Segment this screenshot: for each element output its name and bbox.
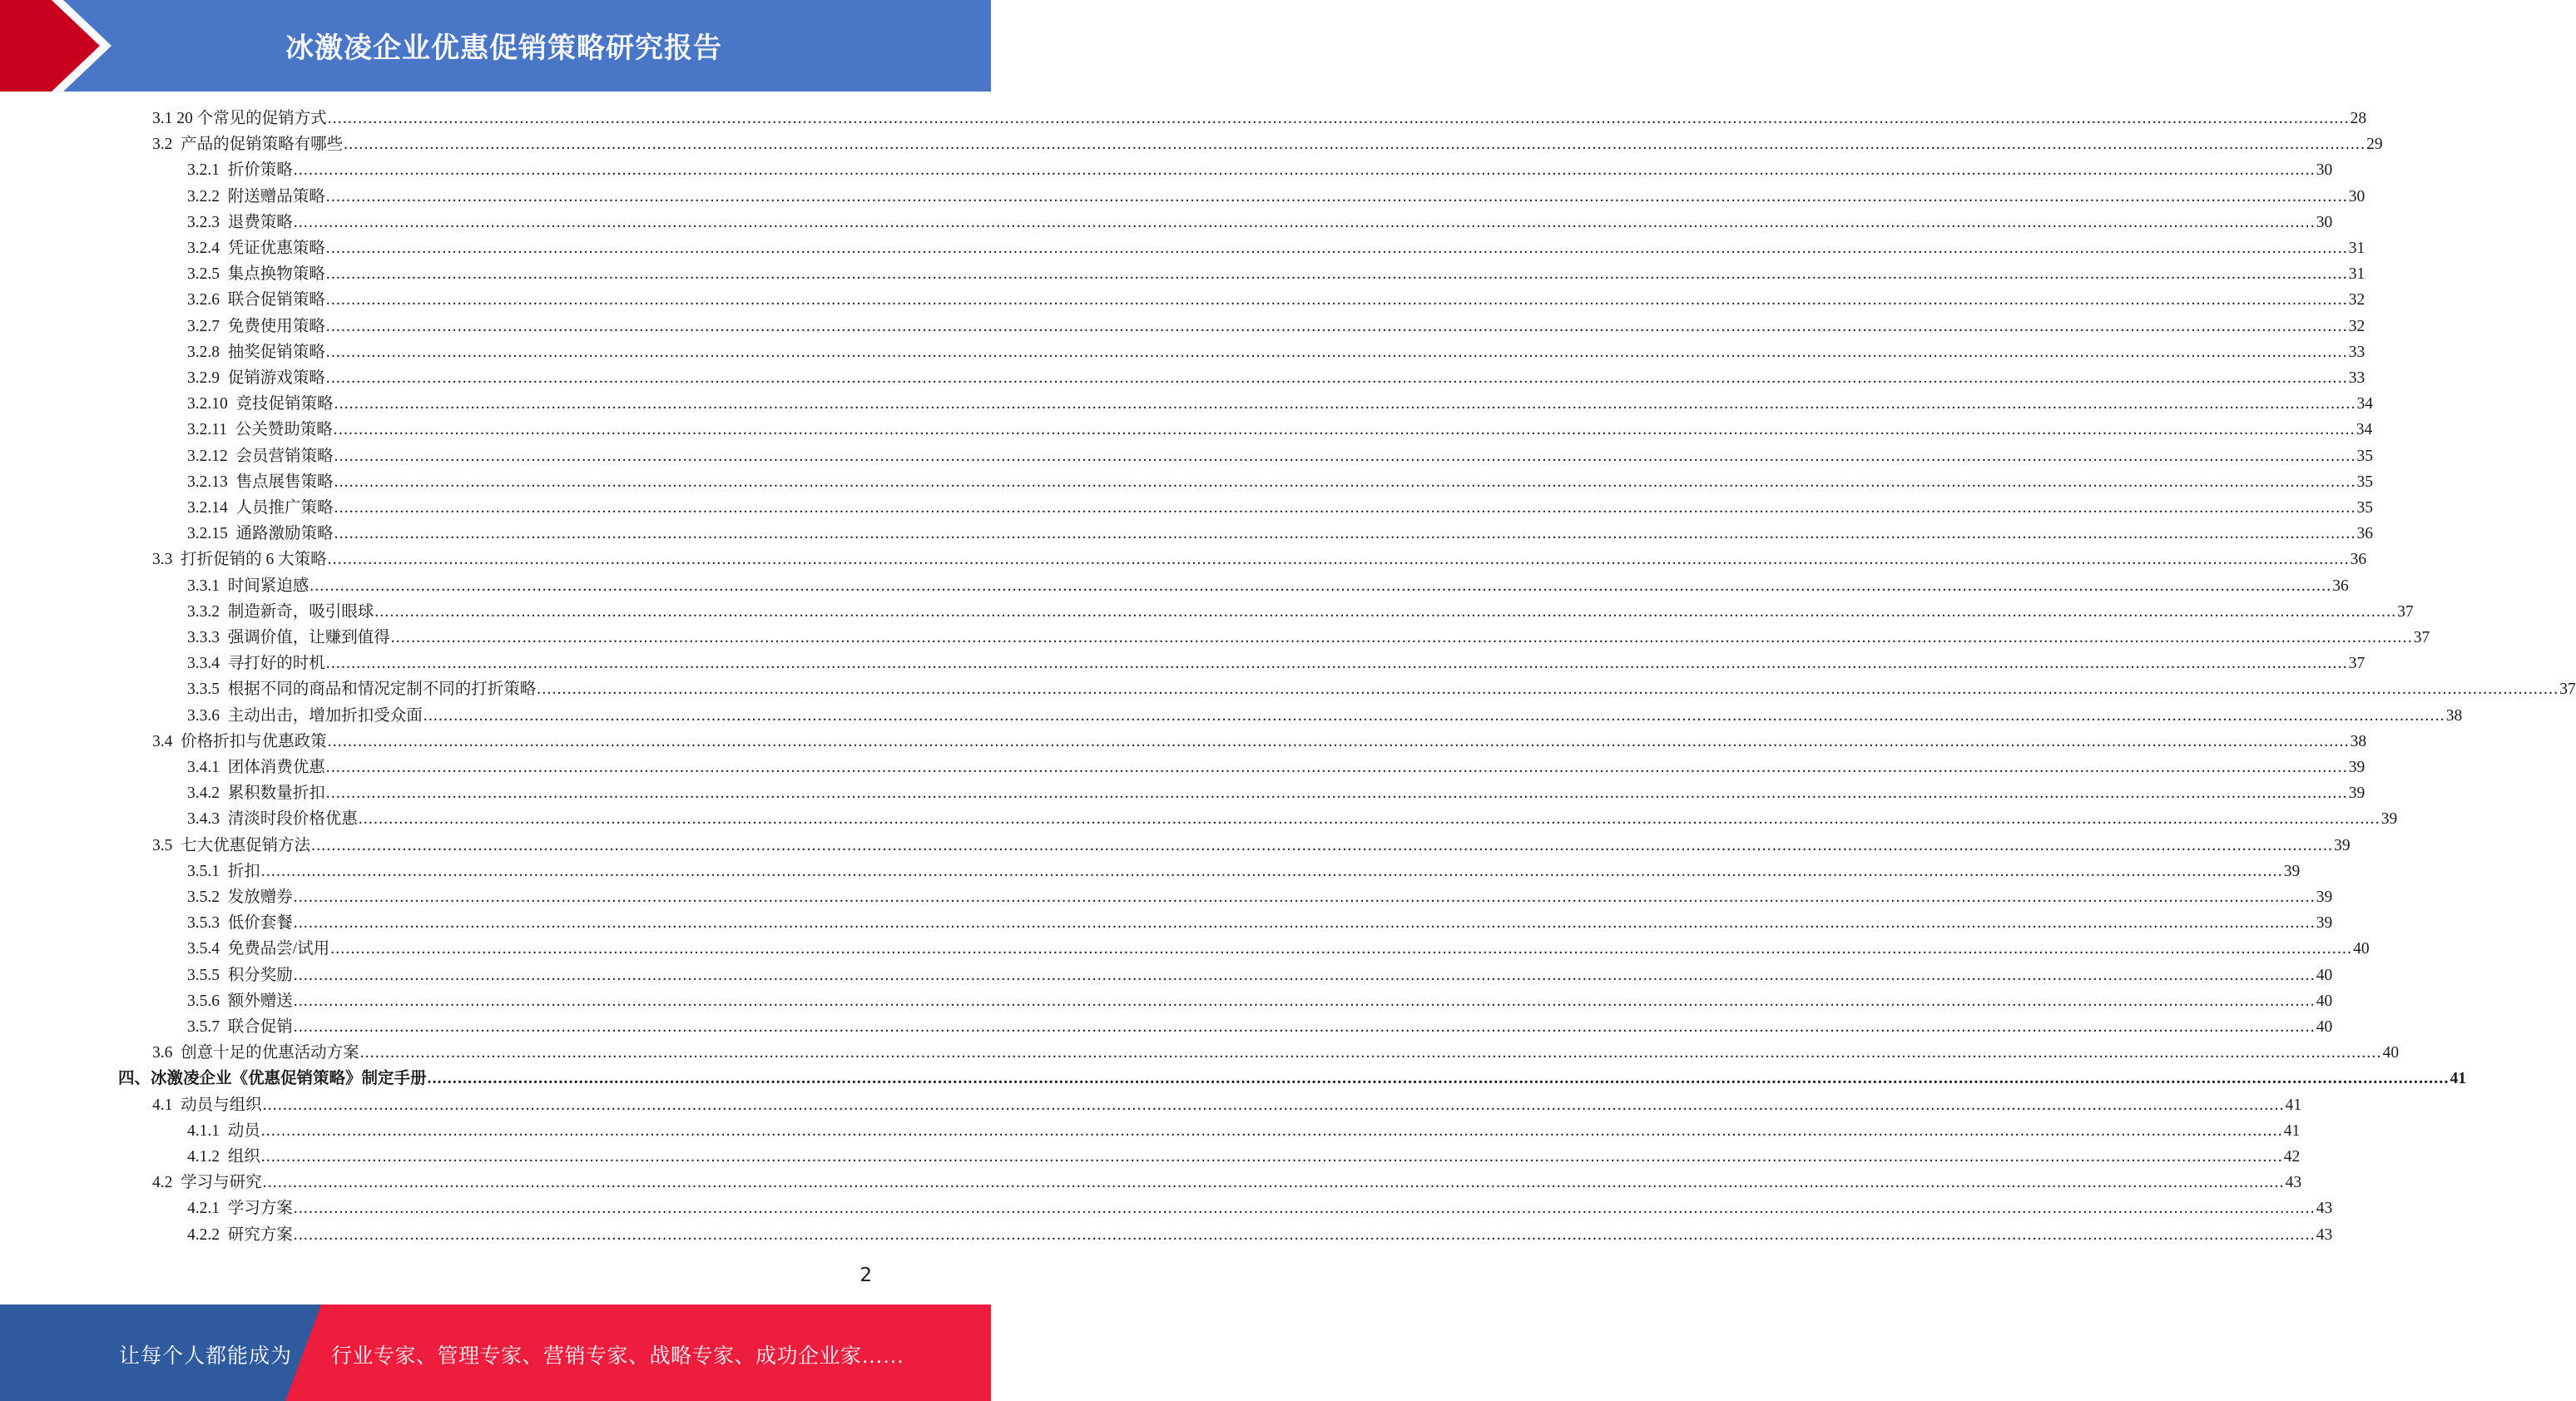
toc-entry-title: 折价策略 xyxy=(227,161,293,180)
toc-entry-page: 29 xyxy=(2366,136,2383,154)
toc-entry[interactable] xyxy=(187,443,2374,469)
toc-dot-leader: ................................................................................................................................................................................................................................................................................................................................................................................................................ xyxy=(327,110,2350,127)
toc-dot-leader: ................................................................................................................................................................................................................................................................................................................................................................................................................ xyxy=(325,240,2348,257)
toc-entry[interactable] xyxy=(187,314,2365,339)
toc-entry-number: 3.2.3 xyxy=(187,213,228,231)
toc-entry-number: 3.5.2 xyxy=(187,889,228,906)
toc-entry-title: 积分奖励 xyxy=(227,966,293,984)
toc-entry-title: 寻打好的时机 xyxy=(227,655,325,673)
toc-entry-number: 3.5.6 xyxy=(187,992,228,1010)
toc-entry[interactable] xyxy=(187,910,2333,936)
toc-entry-title: 强调价值，让赚到值得 xyxy=(227,629,390,646)
toc-entry-title: 免费品尝/试用 xyxy=(227,940,330,958)
toc-entry-title: 发放赠券 xyxy=(227,889,293,906)
document-title: 冰激凌企业优惠促销策略研究报告 xyxy=(285,32,722,65)
toc-entry-title: 创意十足的优惠活动方案 xyxy=(181,1044,359,1062)
toc-entry-title: 组织 xyxy=(227,1148,260,1166)
toc-entry[interactable] xyxy=(187,365,2365,391)
toc-entry-number: 3.2.5 xyxy=(187,265,228,284)
toc-entry[interactable] xyxy=(187,1014,2333,1040)
toc-entry-number: 3.2.14 xyxy=(187,499,236,517)
toc-entry-title: 联合促销 xyxy=(227,1018,293,1036)
toc-entry[interactable] xyxy=(187,625,2430,651)
toc-dot-leader: ................................................................................................................................................................................................................................................................................................................................................................................................................ xyxy=(311,836,2334,854)
toc-entry-number: 3.3 xyxy=(152,551,181,569)
toc-entry-number: 4.1 xyxy=(152,1096,181,1114)
toc-entry-page: 37 xyxy=(2559,681,2576,699)
toc-entry[interactable] xyxy=(187,755,2365,780)
toc-entry-title: 联合促销策略 xyxy=(227,291,325,309)
toc-entry[interactable] xyxy=(152,1092,2302,1118)
toc-entry-title: 凭证优惠策略 xyxy=(227,240,325,257)
toc-dot-leader: ................................................................................................................................................................................................................................................................................................................................................................................................................ xyxy=(325,291,2348,309)
toc-entry-page: 39 xyxy=(2380,810,2398,829)
toc-entry[interactable] xyxy=(187,884,2333,910)
toc-entry-number: 3.2.13 xyxy=(187,473,236,491)
toc-entry-title: 七大优惠促销方法 xyxy=(181,836,311,854)
toc-entry[interactable] xyxy=(187,495,2374,521)
toc-entry-page: 40 xyxy=(2316,992,2333,1010)
toc-dot-leader: ................................................................................................................................................................................................................................................................................................................................................................................................................ xyxy=(293,1200,2316,1218)
toc-entry-number: 4.2.1 xyxy=(187,1200,228,1218)
toc-entry[interactable] xyxy=(187,573,2349,599)
toc-entry[interactable] xyxy=(187,780,2365,806)
toc-entry[interactable] xyxy=(152,106,2367,131)
toc-dot-leader: ................................................................................................................................................................................................................................................................................................................................................................................................................ xyxy=(260,1121,2283,1140)
toc-entry-page: 41 xyxy=(2285,1096,2302,1114)
toc-entry-page: 39 xyxy=(2283,862,2301,880)
toc-dot-leader: ................................................................................................................................................................................................................................................................................................................................................................................................................ xyxy=(334,447,2356,465)
toc-entry-page: 41 xyxy=(2450,1070,2467,1088)
toc-entry-page: 33 xyxy=(2348,369,2365,387)
toc-entry-number: 3.2.4 xyxy=(187,240,228,257)
toc-entry-page: 35 xyxy=(2356,499,2374,517)
toc-entry[interactable] xyxy=(187,988,2333,1014)
toc-entry-page: 40 xyxy=(2316,1018,2333,1036)
toc-entry[interactable] xyxy=(187,261,2365,287)
toc-entry-page: 43 xyxy=(2316,1225,2333,1244)
toc-entry-page: 30 xyxy=(2348,187,2365,205)
toc-entry-page: 36 xyxy=(2350,551,2367,569)
toc-entry[interactable] xyxy=(152,547,2367,572)
toc-entry-title: 通路激励策略 xyxy=(235,525,334,543)
toc-entry-number: 3.5.3 xyxy=(187,914,228,933)
toc-entry[interactable] xyxy=(187,1222,2333,1248)
toc-entry-page: 35 xyxy=(2356,447,2374,465)
toc-entry-number: 3.5.1 xyxy=(187,862,228,880)
toc-entry[interactable] xyxy=(187,963,2333,988)
toc-dot-leader: ................................................................................................................................................................................................................................................................................................................................................................................................................ xyxy=(334,525,2356,543)
toc-entry-number: 3.5.4 xyxy=(187,940,228,958)
toc-entry-number: 3.2.2 xyxy=(187,187,228,205)
toc-entry[interactable] xyxy=(187,391,2374,417)
toc-entry-page: 40 xyxy=(2353,940,2370,958)
toc-entry-title: 促销游戏策略 xyxy=(227,369,325,387)
toc-dot-leader: ................................................................................................................................................................................................................................................................................................................................................................................................................ xyxy=(537,681,2559,699)
toc-dot-leader: ................................................................................................................................................................................................................................................................................................................................................................................................................ xyxy=(325,369,2348,387)
toc-entry-page: 43 xyxy=(2285,1174,2302,1192)
toc-dot-leader: ................................................................................................................................................................................................................................................................................................................................................................................................................ xyxy=(325,785,2348,803)
toc-entry-number: 3.3.2 xyxy=(187,602,228,621)
toc-entry-number: 4.2 xyxy=(152,1174,181,1192)
toc-entry-title: 团体消费优惠 xyxy=(227,759,325,776)
toc-entry[interactable] xyxy=(152,131,2383,157)
toc-entry-number: 3.3.4 xyxy=(187,655,228,673)
toc-dot-leader: ................................................................................................................................................................................................................................................................................................................................................................................................................ xyxy=(293,1018,2316,1036)
toc-entry-number: 3.3.1 xyxy=(187,577,228,595)
toc-entry-page: 39 xyxy=(2316,889,2333,906)
toc-entry-number: 3.4.2 xyxy=(187,785,228,803)
toc-dot-leader: ................................................................................................................................................................................................................................................................................................................................................................................................................ xyxy=(293,992,2316,1010)
toc-entry-page: 39 xyxy=(2348,759,2365,776)
toc-entry-number: 3.2.15 xyxy=(187,525,236,543)
toc-entry[interactable] xyxy=(187,157,2333,183)
toc-dot-leader: ................................................................................................................................................................................................................................................................................................................................................................................................................ xyxy=(330,940,2353,958)
toc-entry-number: 3.2.1 xyxy=(187,161,228,180)
toc-entry-page: 43 xyxy=(2316,1200,2333,1218)
toc-entry-title: 售点展售策略 xyxy=(235,473,334,491)
toc-entry[interactable] xyxy=(187,1118,2301,1144)
toc-entry-number: 3.3.3 xyxy=(187,629,228,646)
toc-entry-page: 37 xyxy=(2397,602,2414,621)
toc-entry-page: 34 xyxy=(2356,421,2373,439)
toc-entry[interactable] xyxy=(152,1040,2400,1066)
toc-entry-title: 清淡时段价格优惠 xyxy=(227,810,358,829)
toc-entry-title: 研究方案 xyxy=(227,1225,293,1244)
page-number: 2 xyxy=(859,1265,872,1286)
toc-entry[interactable] xyxy=(187,184,2365,210)
toc-entry-number: 3.2.9 xyxy=(187,369,228,387)
page-footer xyxy=(0,1304,991,1401)
toc-entry[interactable] xyxy=(187,651,2365,676)
toc-entry[interactable] xyxy=(187,1144,2301,1170)
toc-entry-title: 人员推广策略 xyxy=(235,499,334,517)
toc-entry[interactable] xyxy=(187,287,2365,313)
toc-entry-number: 3.3.5 xyxy=(187,681,228,699)
toc-entry-title: 公关赞助策略 xyxy=(235,421,333,439)
toc-entry-number: 3.2.8 xyxy=(187,343,228,361)
toc-entry-title: 根据不同的商品和情况定制不同的打折策略 xyxy=(227,681,537,699)
footer-slogan-right: 行业专家、管理专家、营销专家、战略专家、成功企业家…… xyxy=(331,1345,904,1368)
toc-entry-page: 42 xyxy=(2283,1148,2301,1166)
toc-entry-title: 制造新奇，吸引眼球 xyxy=(227,602,374,621)
toc-entry-title: 额外赠送 xyxy=(227,992,293,1010)
toc-entry-title: 低价套餐 xyxy=(227,914,293,933)
toc-entry-title: 动员 xyxy=(227,1121,260,1140)
toc-dot-leader: ................................................................................................................................................................................................................................................................................................................................................................................................................ xyxy=(260,1148,2283,1166)
toc-entry[interactable] xyxy=(187,936,2370,962)
toc-entry-title: 个常见的促销方式 xyxy=(196,110,327,127)
footer-slogan-left: 让每个人都能成为 xyxy=(119,1345,293,1368)
toc-entry-number: 3.1 20 xyxy=(152,110,197,127)
toc-entry-title: 竞技促销策略 xyxy=(235,395,334,413)
toc-entry-title: 集点换物策略 xyxy=(227,265,325,284)
toc-dot-leader: ................................................................................................................................................................................................................................................................................................................................................................................................................ xyxy=(325,759,2348,776)
toc-dot-leader: ................................................................................................................................................................................................................................................................................................................................................................................................................ xyxy=(293,966,2316,984)
toc-dot-leader: ................................................................................................................................................................................................................................................................................................................................................................................................................ xyxy=(327,551,2350,569)
toc-dot-leader: ................................................................................................................................................................................................................................................................................................................................................................................................................ xyxy=(293,213,2316,231)
toc-entry-title: 主动出击，增加折扣受众面 xyxy=(227,706,423,725)
toc-dot-leader: ................................................................................................................................................................................................................................................................................................................................................................................................................ xyxy=(325,343,2348,361)
toc-entry[interactable] xyxy=(187,235,2365,261)
toc-entry-title: 免费使用策略 xyxy=(227,317,325,335)
toc-entry-title: 价格折扣与优惠政策 xyxy=(181,732,327,750)
toc-entry-title: 动员与组织 xyxy=(181,1096,262,1114)
toc-entry-title: 学习与研究 xyxy=(181,1174,262,1192)
toc-entry-page: 30 xyxy=(2316,213,2333,231)
toc-dot-leader: ................................................................................................................................................................................................................................................................................................................................................................................................................ xyxy=(325,187,2348,205)
toc-dot-leader: ................................................................................................................................................................................................................................................................................................................................................................................................................ xyxy=(427,1070,2450,1088)
toc-entry[interactable] xyxy=(187,339,2365,365)
toc-entry-number: 3.5.5 xyxy=(187,966,228,984)
toc-entry-page: 40 xyxy=(2382,1044,2400,1062)
toc-entry-page: 36 xyxy=(2356,525,2374,543)
toc-entry-number: 4.1.2 xyxy=(187,1148,228,1166)
toc-dot-leader: ................................................................................................................................................................................................................................................................................................................................................................................................................ xyxy=(325,655,2348,673)
toc-dot-leader: ................................................................................................................................................................................................................................................................................................................................................................................................................ xyxy=(310,577,2332,595)
toc-entry-number: 3.5.7 xyxy=(187,1018,228,1036)
toc-entry-number: 4.2.2 xyxy=(187,1225,228,1244)
toc-entry[interactable] xyxy=(152,729,2367,755)
toc-entry[interactable] xyxy=(187,859,2301,884)
toc-entry-page: 35 xyxy=(2356,473,2374,491)
toc-entry-page: 31 xyxy=(2348,265,2365,284)
toc-entry-page: 30 xyxy=(2316,161,2333,180)
toc-entry-number: 3.4.1 xyxy=(187,759,228,776)
toc-entry[interactable] xyxy=(187,806,2398,832)
toc-entry-page: 37 xyxy=(2413,629,2430,646)
toc-entry-number: 3.2.7 xyxy=(187,317,228,335)
toc-dot-leader: ................................................................................................................................................................................................................................................................................................................................................................................................................ xyxy=(334,395,2356,413)
toc-entry-title: 附送赠品策略 xyxy=(227,187,325,205)
toc-entry-page: 32 xyxy=(2348,291,2365,309)
toc-entry[interactable] xyxy=(187,703,2463,729)
toc-entry-title: 时间紧迫感 xyxy=(227,577,310,595)
toc-entry[interactable] xyxy=(187,521,2374,547)
toc-entry-page: 32 xyxy=(2348,317,2365,335)
toc-entry-number: 3.3.6 xyxy=(187,706,228,725)
toc-entry-page: 36 xyxy=(2332,577,2349,595)
page-header xyxy=(0,0,991,92)
toc-entry-page: 38 xyxy=(2350,732,2367,750)
toc-entry-number: 4.1.1 xyxy=(187,1121,228,1140)
toc-entry[interactable] xyxy=(187,676,2576,702)
toc-entry[interactable] xyxy=(152,1170,2302,1196)
toc-dot-leader: ................................................................................................................................................................................................................................................................................................................................................................................................................ xyxy=(358,810,2380,829)
toc-entry-page: 33 xyxy=(2348,343,2365,361)
toc-entry-page: 34 xyxy=(2356,395,2374,413)
toc-entry-title: 抽奖促销策略 xyxy=(227,343,325,361)
toc-entry-number: 3.2.11 xyxy=(187,421,235,439)
toc-dot-leader: ................................................................................................................................................................................................................................................................................................................................................................................................................ xyxy=(262,1174,2285,1192)
toc-dot-leader: ................................................................................................................................................................................................................................................................................................................................................................................................................ xyxy=(344,136,2366,154)
toc-entry-number: 3.4 xyxy=(152,732,181,750)
toc-entry[interactable] xyxy=(187,417,2373,443)
toc-dot-leader: ................................................................................................................................................................................................................................................................................................................................................................................................................ xyxy=(325,265,2348,284)
toc-entry-title: 会员营销策略 xyxy=(235,447,334,465)
toc-dot-leader: ................................................................................................................................................................................................................................................................................................................................................................................................................ xyxy=(327,732,2350,750)
toc-entry[interactable] xyxy=(187,599,2414,625)
toc-entry-page: 39 xyxy=(2334,836,2351,854)
toc-dot-leader: ................................................................................................................................................................................................................................................................................................................................................................................................................ xyxy=(293,1225,2316,1244)
toc-entry[interactable] xyxy=(187,469,2374,495)
toc-dot-leader: ................................................................................................................................................................................................................................................................................................................................................................................................................ xyxy=(293,161,2316,180)
toc-entry-page: 31 xyxy=(2348,240,2365,257)
toc-dot-leader: ................................................................................................................................................................................................................................................................................................................................................................................................................ xyxy=(293,914,2316,933)
toc-dot-leader: ................................................................................................................................................................................................................................................................................................................................................................................................................ xyxy=(325,317,2348,335)
toc-entry-page: 39 xyxy=(2348,785,2365,803)
toc-dot-leader: ................................................................................................................................................................................................................................................................................................................................................................................................................ xyxy=(359,1044,2382,1062)
toc-entry-title: 退费策略 xyxy=(227,213,293,231)
toc-entry[interactable] xyxy=(152,833,2351,859)
toc-entry-number: 3.2 xyxy=(152,136,181,154)
toc-entry-title: 累积数量折扣 xyxy=(227,785,325,803)
toc-dot-leader: ................................................................................................................................................................................................................................................................................................................................................................................................................ xyxy=(390,629,2413,646)
toc-entry[interactable] xyxy=(187,210,2333,235)
toc-entry-page: 37 xyxy=(2348,655,2365,673)
toc-entry-title: 折扣 xyxy=(227,862,260,880)
toc-entry-page: 38 xyxy=(2445,706,2463,725)
toc-entry[interactable] xyxy=(187,1196,2333,1221)
toc-entry-number: 3.2.12 xyxy=(187,447,236,465)
toc-entry-page: 39 xyxy=(2316,914,2333,933)
toc-entry-page: 41 xyxy=(2283,1121,2301,1140)
toc-entry-number: 3.5 xyxy=(152,836,181,854)
toc-dot-leader: ................................................................................................................................................................................................................................................................................................................................................................................................................ xyxy=(423,706,2445,725)
toc-entry-title: 打折促销的 6 大策略 xyxy=(181,551,327,569)
toc-dot-leader: ................................................................................................................................................................................................................................................................................................................................................................................................................ xyxy=(293,889,2316,906)
toc-dot-leader: ................................................................................................................................................................................................................................................................................................................................................................................................................ xyxy=(260,862,2283,880)
toc-dot-leader: ................................................................................................................................................................................................................................................................................................................................................................................................................ xyxy=(334,473,2356,491)
toc-entry-page: 40 xyxy=(2316,966,2333,984)
toc-entry-number: 3.2.10 xyxy=(187,395,236,413)
toc-entry-number: 3.6 xyxy=(152,1044,181,1062)
toc-dot-leader: ................................................................................................................................................................................................................................................................................................................................................................................................................ xyxy=(262,1096,2285,1114)
toc-entry-title: 学习方案 xyxy=(227,1200,293,1218)
toc-entry-number: 3.2.6 xyxy=(187,291,228,309)
toc-entry-number: 3.4.3 xyxy=(187,810,228,829)
toc-dot-leader: ................................................................................................................................................................................................................................................................................................................................................................................................................ xyxy=(333,421,2356,439)
toc-dot-leader: ................................................................................................................................................................................................................................................................................................................................................................................................................ xyxy=(374,602,2397,621)
toc-entry-title: 产品的促销策略有哪些 xyxy=(181,136,344,154)
toc-entry-title: 四、冰激凌企业《优惠促销策略》制定手册 xyxy=(118,1070,427,1088)
toc-dot-leader: ................................................................................................................................................................................................................................................................................................................................................................................................................ xyxy=(334,499,2356,517)
toc-entry-page: 28 xyxy=(2350,110,2367,127)
toc-entry[interactable] xyxy=(118,1066,2467,1092)
